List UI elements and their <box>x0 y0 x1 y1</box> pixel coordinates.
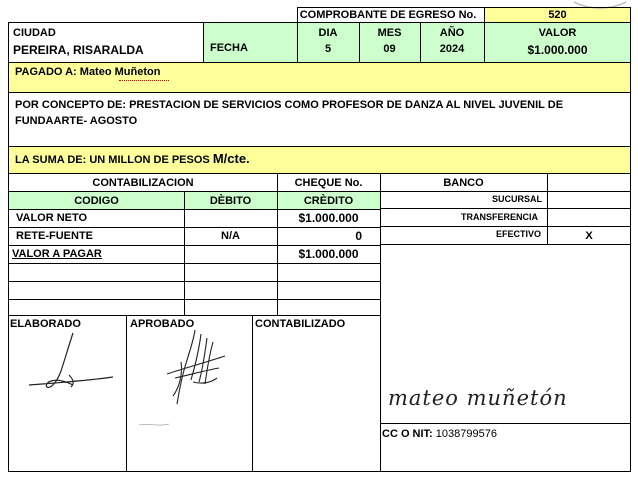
sum-label: LA SUMA DE: UN MILLON DE PESOS <box>15 154 210 166</box>
approved-by-label: APROBADO <box>130 318 195 330</box>
spellcheck-underline <box>119 79 169 81</box>
cash-mark: X <box>585 230 593 242</box>
day-label: DIA <box>318 27 338 39</box>
date-label: FECHA <box>210 42 248 54</box>
row-total-credit: $1.000.000 <box>298 247 359 261</box>
paid-to: PAGADO A: Mateo Muñeton <box>15 66 161 78</box>
year-label: AÑO <box>439 27 465 39</box>
approved-signature-trace <box>137 420 197 430</box>
id-value: 1038799576 <box>435 428 497 440</box>
accounting-section-label: CONTABILIZACION <box>92 177 194 189</box>
accounted-by-label: CONTABILIZADO <box>255 318 346 330</box>
recipient-handwritten-name: mateo muñetón <box>388 386 568 410</box>
payment-concept: POR CONCEPTO DE: PRESTACION DE SERVICIOS COMO PROFESOR DE DANZA AL NIVEL JUVENIL DE FUNDAARTE- AGOSTO <box>15 99 564 127</box>
day-value: 5 <box>324 43 332 55</box>
year-value: 2024 <box>439 43 465 55</box>
sum-in-words <box>15 151 250 166</box>
city-value: PEREIRA, RISARALDA <box>13 43 144 57</box>
voucher-title: COMPROBANTE DE EGRESO No. <box>299 9 477 21</box>
id-label: CC O NIT: <box>382 428 433 440</box>
transfer-label: TRANSFERENCIA <box>460 212 538 222</box>
credit-column-header: CRÈDITO <box>303 195 354 207</box>
voucher-number: 520 <box>548 9 567 21</box>
cash-label: EFECTIVO <box>495 229 541 239</box>
approved-signature <box>135 322 255 422</box>
row-total-code: VALOR A PAGAR <box>12 248 102 260</box>
corner-stamp-fragment <box>570 0 630 12</box>
debit-column-header: DÈBITO <box>209 195 252 207</box>
code-column-header: CODIGO <box>74 195 119 207</box>
city-label: CIUDAD <box>13 27 56 39</box>
amount-value: $1.000.000 <box>527 43 588 57</box>
id-line <box>382 428 497 440</box>
prepared-by-label: ELABORADO <box>10 318 81 330</box>
row-withholding-code: RETE-FUENTE <box>16 230 93 242</box>
row-withholding-debit: N/A <box>221 230 240 242</box>
row-net-value-code: VALOR NETO <box>16 212 88 224</box>
prepared-signature <box>15 325 135 405</box>
month-label: MES <box>377 27 402 39</box>
month-value: 09 <box>383 43 396 55</box>
sum-suffix: M/cte. <box>212 151 250 166</box>
check-number-label: CHEQUE No. <box>294 177 363 189</box>
bank-label: BANCO <box>443 177 484 189</box>
branch-label: SUCURSAL <box>491 194 542 204</box>
row-withholding-credit: 0 <box>355 229 362 243</box>
amount-label: VALOR <box>538 27 577 39</box>
row-net-value-credit: $1.000.000 <box>298 211 359 225</box>
